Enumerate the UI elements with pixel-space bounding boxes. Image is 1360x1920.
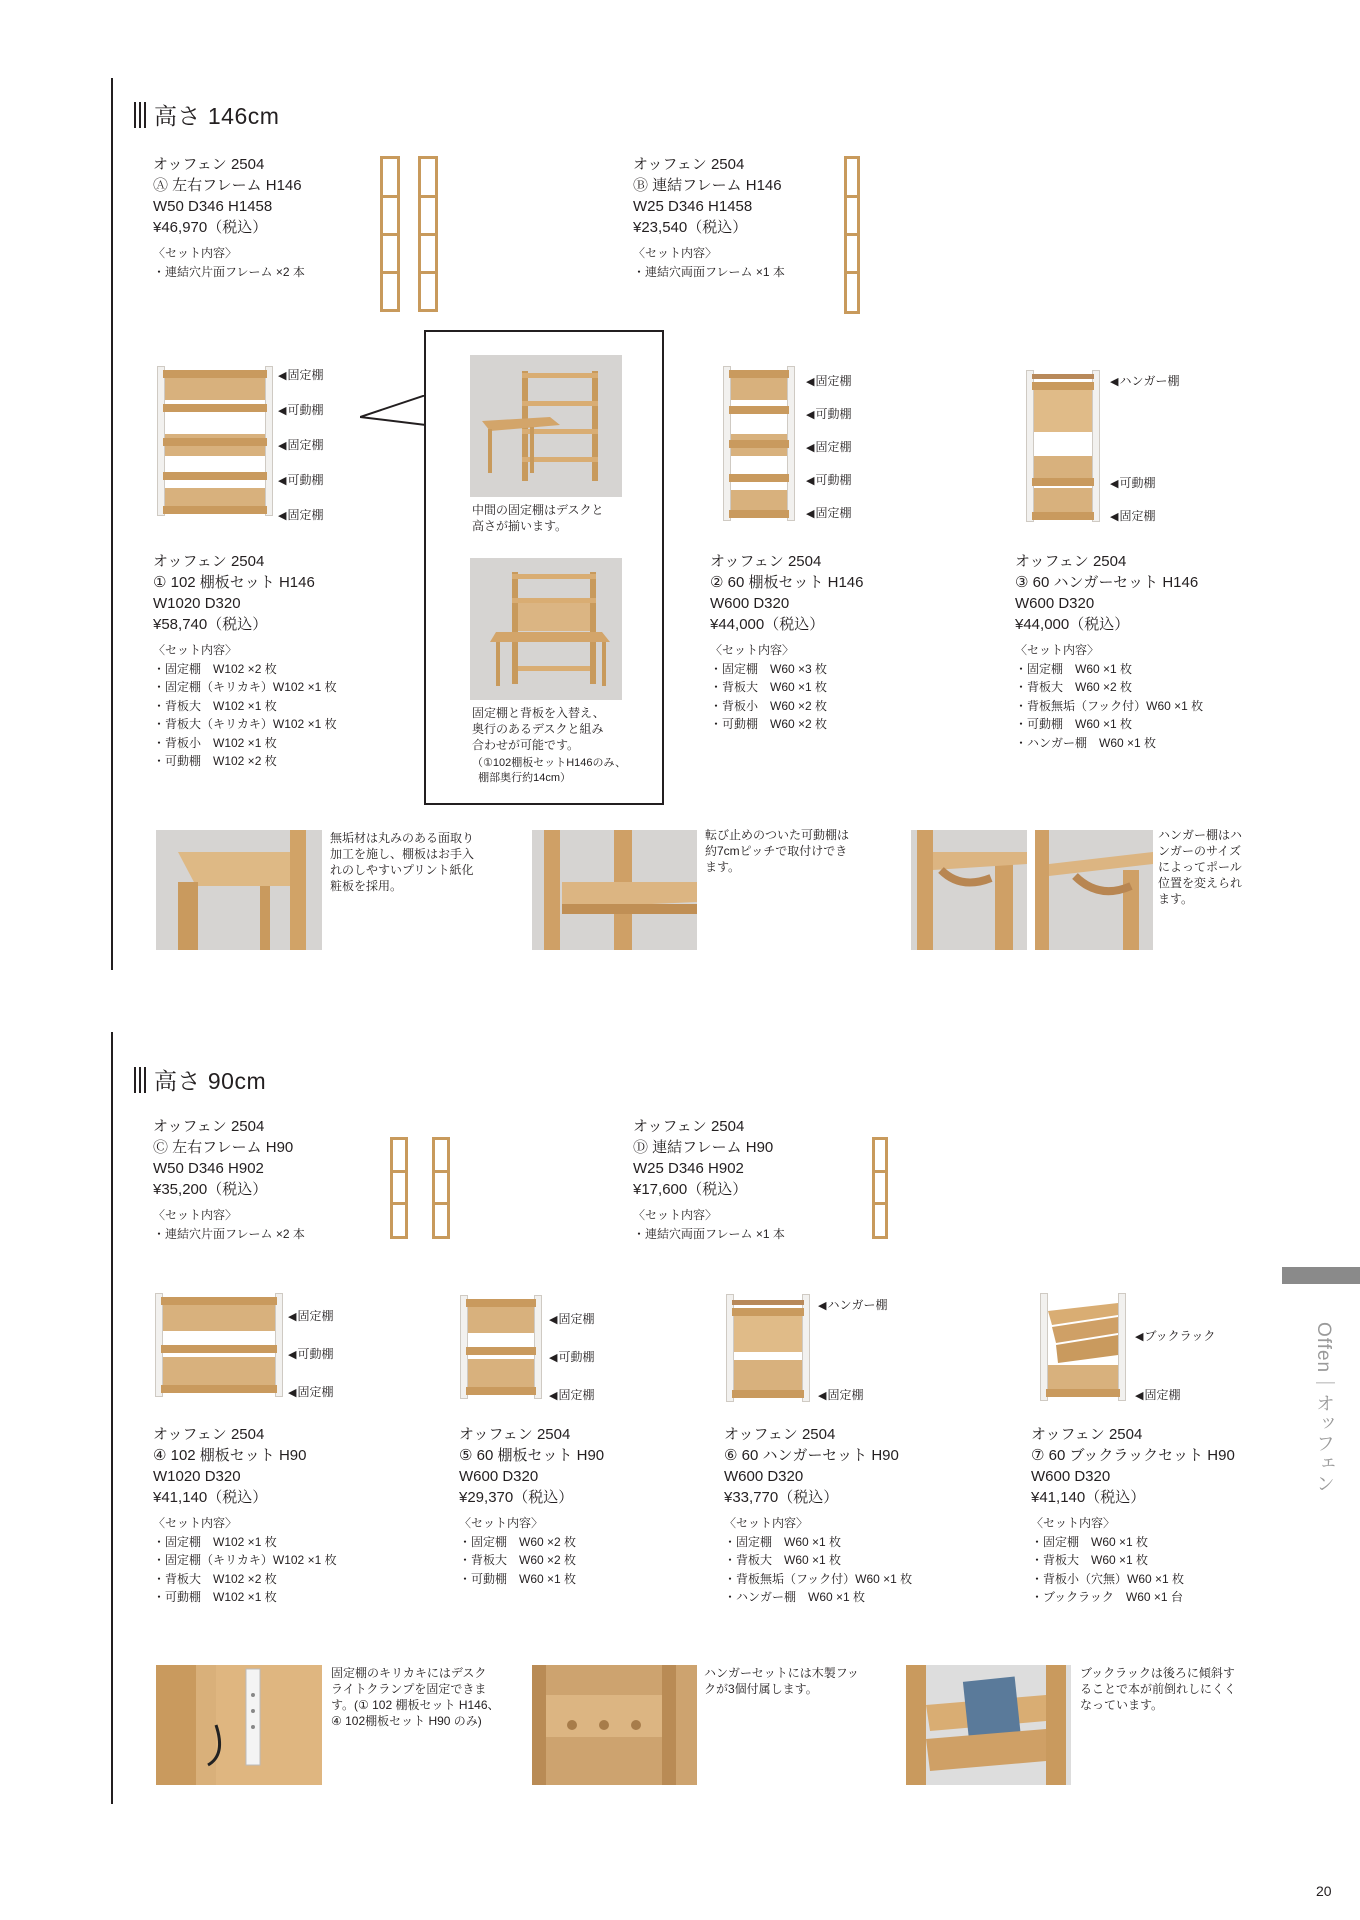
shelf-label: ◀ 可動棚 xyxy=(278,401,323,418)
product-price: ¥41,140（税込） xyxy=(1031,1489,1146,1506)
product-size: W1020 D320 xyxy=(153,1468,241,1485)
product-price: ¥17,600（税込） xyxy=(633,1181,748,1198)
set-item: ・可動棚 W60 ×2 枚 xyxy=(710,717,828,731)
product-series: オッフェン 2504 xyxy=(1031,1426,1143,1443)
shelf-label: ◀ 固定棚 xyxy=(278,506,323,523)
detail-note-hanger: ハンガー棚はハ ンガーのサイズ によってポール 位置を変えられ ます。 xyxy=(1158,828,1243,906)
detail-note-movable-shelf: 転び止めのついた可動棚は 約7cmピッチで取付けでき ます。 xyxy=(705,828,850,874)
frame-b-image xyxy=(844,156,860,314)
set-item: ・背板小 W60 ×2 枚 xyxy=(710,698,828,713)
callout-pointer xyxy=(360,395,426,435)
product-price: ¥46,970（税込） xyxy=(153,219,268,236)
product-unit-4 xyxy=(153,1424,337,1607)
set-label: 〈セット内容〉 xyxy=(1031,1516,1116,1530)
product-price: ¥29,370（税込） xyxy=(459,1489,574,1506)
set-item: ・背板大 W102 ×1 枚 xyxy=(153,698,277,713)
product-series: オッフェン 2504 xyxy=(633,1118,745,1135)
set-item: ・背板大 W60 ×1 枚 xyxy=(1031,1553,1149,1567)
unit-1-image xyxy=(157,366,273,516)
product-frame-a xyxy=(153,154,305,281)
desk-combo-photo-1 xyxy=(470,355,622,497)
set-item: ・固定棚（キリカキ）W102 ×1 枚 xyxy=(153,680,337,694)
set-item: ・背板大 W60 ×2 枚 xyxy=(459,1553,577,1567)
section-rule-90 xyxy=(111,1032,113,1804)
set-item: ・背板無垢（フック付）W60 ×1 枚 xyxy=(1015,698,1204,713)
shelf-label: ◀ 固定棚 xyxy=(1110,507,1155,524)
product-price: ¥44,000（税込） xyxy=(710,616,825,633)
section-header-90 xyxy=(134,1063,266,1096)
desk-combo-photo-2 xyxy=(470,558,622,700)
shelf-label: ◀ 可動棚 xyxy=(806,405,851,422)
set-label: 〈セット内容〉 xyxy=(459,1516,544,1530)
product-size: W25 D346 H902 xyxy=(633,1160,744,1177)
product-unit-2 xyxy=(710,551,864,734)
product-name: Ⓐ 左右フレーム H146 xyxy=(153,177,302,194)
set-item: ・背板小（穴無）W60 ×1 枚 xyxy=(1031,1571,1185,1586)
product-size: W600 D320 xyxy=(1031,1468,1111,1485)
detail-note-hooks: ハンガーセットには木製フッ クが3個付属します。 xyxy=(704,1666,859,1696)
side-brand-label: Offen｜オッフェン xyxy=(1313,1322,1334,1494)
callout-note-2: 固定棚と背板を入替え、 奥行のあるデスクと組み 合わせが可能です。 xyxy=(472,706,605,752)
product-series: オッフェン 2504 xyxy=(459,1426,571,1443)
set-item: ・背板大（キリカキ）W102 ×1 枚 xyxy=(153,717,337,731)
product-series: オッフェン 2504 xyxy=(710,553,822,570)
set-item: ・連結穴片面フレーム ×2 本 xyxy=(153,264,305,279)
set-label: 〈セット内容〉 xyxy=(724,1516,809,1530)
set-item: ・連結穴片面フレーム ×2 本 xyxy=(153,1226,305,1241)
product-name: ③ 60 ハンガーセット H146 xyxy=(1015,574,1199,591)
section-header-146 xyxy=(134,98,279,131)
shelf-label: ◀ 可動棚 xyxy=(278,471,323,488)
set-label: 〈セット内容〉 xyxy=(633,1208,718,1222)
product-unit-7 xyxy=(1031,1424,1235,1607)
detail-photo-movable-shelf xyxy=(532,830,697,950)
product-name: Ⓑ 連結フレーム H146 xyxy=(633,177,782,194)
product-price: ¥58,740（税込） xyxy=(153,616,268,633)
product-series: オッフェン 2504 xyxy=(1015,553,1127,570)
product-unit-3 xyxy=(1015,551,1203,752)
detail-photo-hanger-2 xyxy=(1035,830,1153,950)
set-label: 〈セット内容〉 xyxy=(153,1208,238,1222)
callout-note-3: （①102棚板セットH146のみ、 棚部奥行約14cm） xyxy=(472,757,627,784)
product-price: ¥35,200（税込） xyxy=(153,1181,268,1198)
set-label: 〈セット内容〉 xyxy=(633,246,718,260)
product-size: W50 D346 H902 xyxy=(153,1160,264,1177)
product-name: ④ 102 棚板セット H90 xyxy=(153,1447,307,1464)
detail-note-bookrack: ブックラックは後ろに傾斜す ることで本が前倒れしにくく なっています。 xyxy=(1080,1666,1237,1712)
shelf-label: ◀ 可動棚 xyxy=(806,471,851,488)
set-label: 〈セット内容〉 xyxy=(153,1516,238,1530)
frame-c-image-2 xyxy=(432,1137,450,1239)
shelf-label: ◀ 固定棚 xyxy=(288,1383,333,1400)
shelf-label: ◀ 固定棚 xyxy=(278,436,323,453)
index-tab xyxy=(1282,1267,1360,1284)
product-name: ⑤ 60 棚板セット H90 xyxy=(459,1447,605,1464)
section-title: 高さ 146cm xyxy=(154,103,280,129)
shelf-label: ◀ 固定棚 xyxy=(549,1310,594,1327)
product-price: ¥44,000（税込） xyxy=(1015,616,1130,633)
detail-photo-bookrack xyxy=(906,1665,1071,1785)
detail-photo-clamp xyxy=(156,1665,322,1785)
product-name: ⑦ 60 ブックラックセット H90 xyxy=(1031,1447,1235,1464)
set-item: ・可動棚 W60 ×1 枚 xyxy=(459,1571,577,1586)
set-item: ・可動棚 W102 ×1 枚 xyxy=(153,1590,277,1604)
set-item: ・固定棚 W60 ×1 枚 xyxy=(1015,661,1133,676)
set-item: ・背板大 W102 ×2 枚 xyxy=(153,1571,277,1586)
frame-a-image-1 xyxy=(380,156,400,312)
detail-photo-chamfer xyxy=(156,830,322,950)
product-size: W600 D320 xyxy=(459,1468,539,1485)
product-size: W50 D346 H1458 xyxy=(153,198,273,215)
shelf-label: ◀ ハンガー棚 xyxy=(1110,372,1179,389)
page-number: 20 xyxy=(1316,1883,1332,1899)
set-item: ・ハンガー棚 W60 ×1 枚 xyxy=(724,1590,866,1604)
product-series: オッフェン 2504 xyxy=(153,156,265,173)
set-item: ・固定棚 W60 ×2 枚 xyxy=(459,1534,577,1549)
set-item: ・連結穴両面フレーム ×1 本 xyxy=(633,264,785,279)
product-series: オッフェン 2504 xyxy=(153,1118,265,1135)
section-bars-icon xyxy=(134,1067,146,1093)
set-item: ・背板大 W60 ×1 枚 xyxy=(724,1553,842,1567)
shelf-label: ◀ 可動棚 xyxy=(549,1348,594,1365)
product-price: ¥23,540（税込） xyxy=(633,219,748,236)
product-frame-c xyxy=(153,1116,305,1243)
set-label: 〈セット内容〉 xyxy=(1015,643,1100,657)
unit-7-image xyxy=(1040,1293,1126,1401)
section-title: 高さ 90cm xyxy=(154,1068,267,1094)
frame-a-image-2 xyxy=(418,156,438,312)
set-item: ・ブックラック W60 ×1 台 xyxy=(1031,1590,1183,1604)
shelf-label: ◀ 固定棚 xyxy=(806,504,851,521)
set-item: ・固定棚（キリカキ）W102 ×1 枚 xyxy=(153,1553,337,1567)
product-name: Ⓓ 連結フレーム H90 xyxy=(633,1139,774,1156)
set-item: ・固定棚 W60 ×1 枚 xyxy=(724,1534,842,1549)
unit-3-image xyxy=(1026,370,1100,522)
set-item: ・連結穴両面フレーム ×1 本 xyxy=(633,1226,785,1241)
product-price: ¥33,770（税込） xyxy=(724,1489,839,1506)
shelf-label: ◀ 固定棚 xyxy=(288,1307,333,1324)
shelf-label: ◀ 固定棚 xyxy=(806,438,851,455)
product-name: ⑥ 60 ハンガーセット H90 xyxy=(724,1447,899,1464)
unit-2-image xyxy=(723,366,795,521)
unit-4-image xyxy=(155,1293,283,1397)
product-name: Ⓒ 左右フレーム H90 xyxy=(153,1139,294,1156)
set-item: ・背板大 W60 ×2 枚 xyxy=(1015,680,1133,694)
shelf-label: ◀ 固定棚 xyxy=(1135,1386,1180,1403)
product-size: W25 D346 H1458 xyxy=(633,198,753,215)
callout-note-1: 中間の固定棚はデスクと 高さが揃います。 xyxy=(472,503,604,533)
set-item: ・固定棚 W60 ×1 枚 xyxy=(1031,1534,1149,1549)
detail-photo-hooks xyxy=(532,1665,697,1785)
shelf-label: ◀ ブックラック xyxy=(1135,1327,1215,1344)
set-item: ・背板大 W60 ×1 枚 xyxy=(710,680,828,694)
set-item: ・可動棚 W60 ×1 枚 xyxy=(1015,717,1133,731)
shelf-label: ◀ 可動棚 xyxy=(1110,474,1155,491)
frame-c-image-1 xyxy=(390,1137,408,1239)
unit-5-image xyxy=(460,1295,542,1399)
set-label: 〈セット内容〉 xyxy=(153,643,238,657)
product-frame-d xyxy=(633,1116,785,1243)
set-item: ・固定棚 W60 ×3 枚 xyxy=(710,661,828,676)
product-series: オッフェン 2504 xyxy=(153,1426,265,1443)
frame-d-image xyxy=(872,1137,888,1239)
product-size: W600 D320 xyxy=(710,595,790,612)
set-item: ・ハンガー棚 W60 ×1 枚 xyxy=(1015,735,1157,750)
product-name: ② 60 棚板セット H146 xyxy=(710,574,864,591)
set-label: 〈セット内容〉 xyxy=(710,643,795,657)
set-item: ・背板小 W102 ×1 枚 xyxy=(153,735,277,750)
product-name: ① 102 棚板セット H146 xyxy=(153,574,315,591)
product-price: ¥41,140（税込） xyxy=(153,1489,268,1506)
detail-note-chamfer: 無垢材は丸みのある面取り 加工を施し、棚板はお手入 れのしやすいプリント紙化 粧板を採用。 xyxy=(330,831,475,893)
shelf-label: ◀ 固定棚 xyxy=(549,1386,594,1403)
set-item: ・可動棚 W102 ×2 枚 xyxy=(153,754,277,768)
product-size: W1020 D320 xyxy=(153,595,241,612)
product-series: オッフェン 2504 xyxy=(633,156,745,173)
detail-note-clamp: 固定棚のキリカキにはデスク ライトクランプを固定できま す。(① 102 棚板セット H146、 ④ 102棚板セット H90 のみ) xyxy=(331,1666,500,1728)
section-bars-icon xyxy=(134,102,146,128)
callout-box xyxy=(424,330,664,805)
unit-6-image xyxy=(726,1294,810,1402)
product-size: W600 D320 xyxy=(724,1468,804,1485)
product-series: オッフェン 2504 xyxy=(724,1426,836,1443)
product-unit-5 xyxy=(459,1424,604,1588)
product-series: オッフェン 2504 xyxy=(153,553,265,570)
set-item: ・固定棚 W102 ×2 枚 xyxy=(153,661,277,676)
set-item: ・背板無垢（フック付）W60 ×1 枚 xyxy=(724,1571,913,1586)
set-label: 〈セット内容〉 xyxy=(153,246,238,260)
shelf-label: ◀ ハンガー棚 xyxy=(818,1296,887,1313)
product-unit-1 xyxy=(153,551,337,771)
shelf-label: ◀ 固定棚 xyxy=(278,366,323,383)
detail-photo-hanger-1 xyxy=(911,830,1027,950)
product-size: W600 D320 xyxy=(1015,595,1095,612)
shelf-label: ◀ 固定棚 xyxy=(818,1386,863,1403)
product-frame-b xyxy=(633,154,785,281)
section-rule-146 xyxy=(111,78,113,970)
product-unit-6 xyxy=(724,1424,912,1607)
set-item: ・固定棚 W102 ×1 枚 xyxy=(153,1534,277,1549)
shelf-label: ◀ 可動棚 xyxy=(288,1345,333,1362)
shelf-label: ◀ 固定棚 xyxy=(806,372,851,389)
